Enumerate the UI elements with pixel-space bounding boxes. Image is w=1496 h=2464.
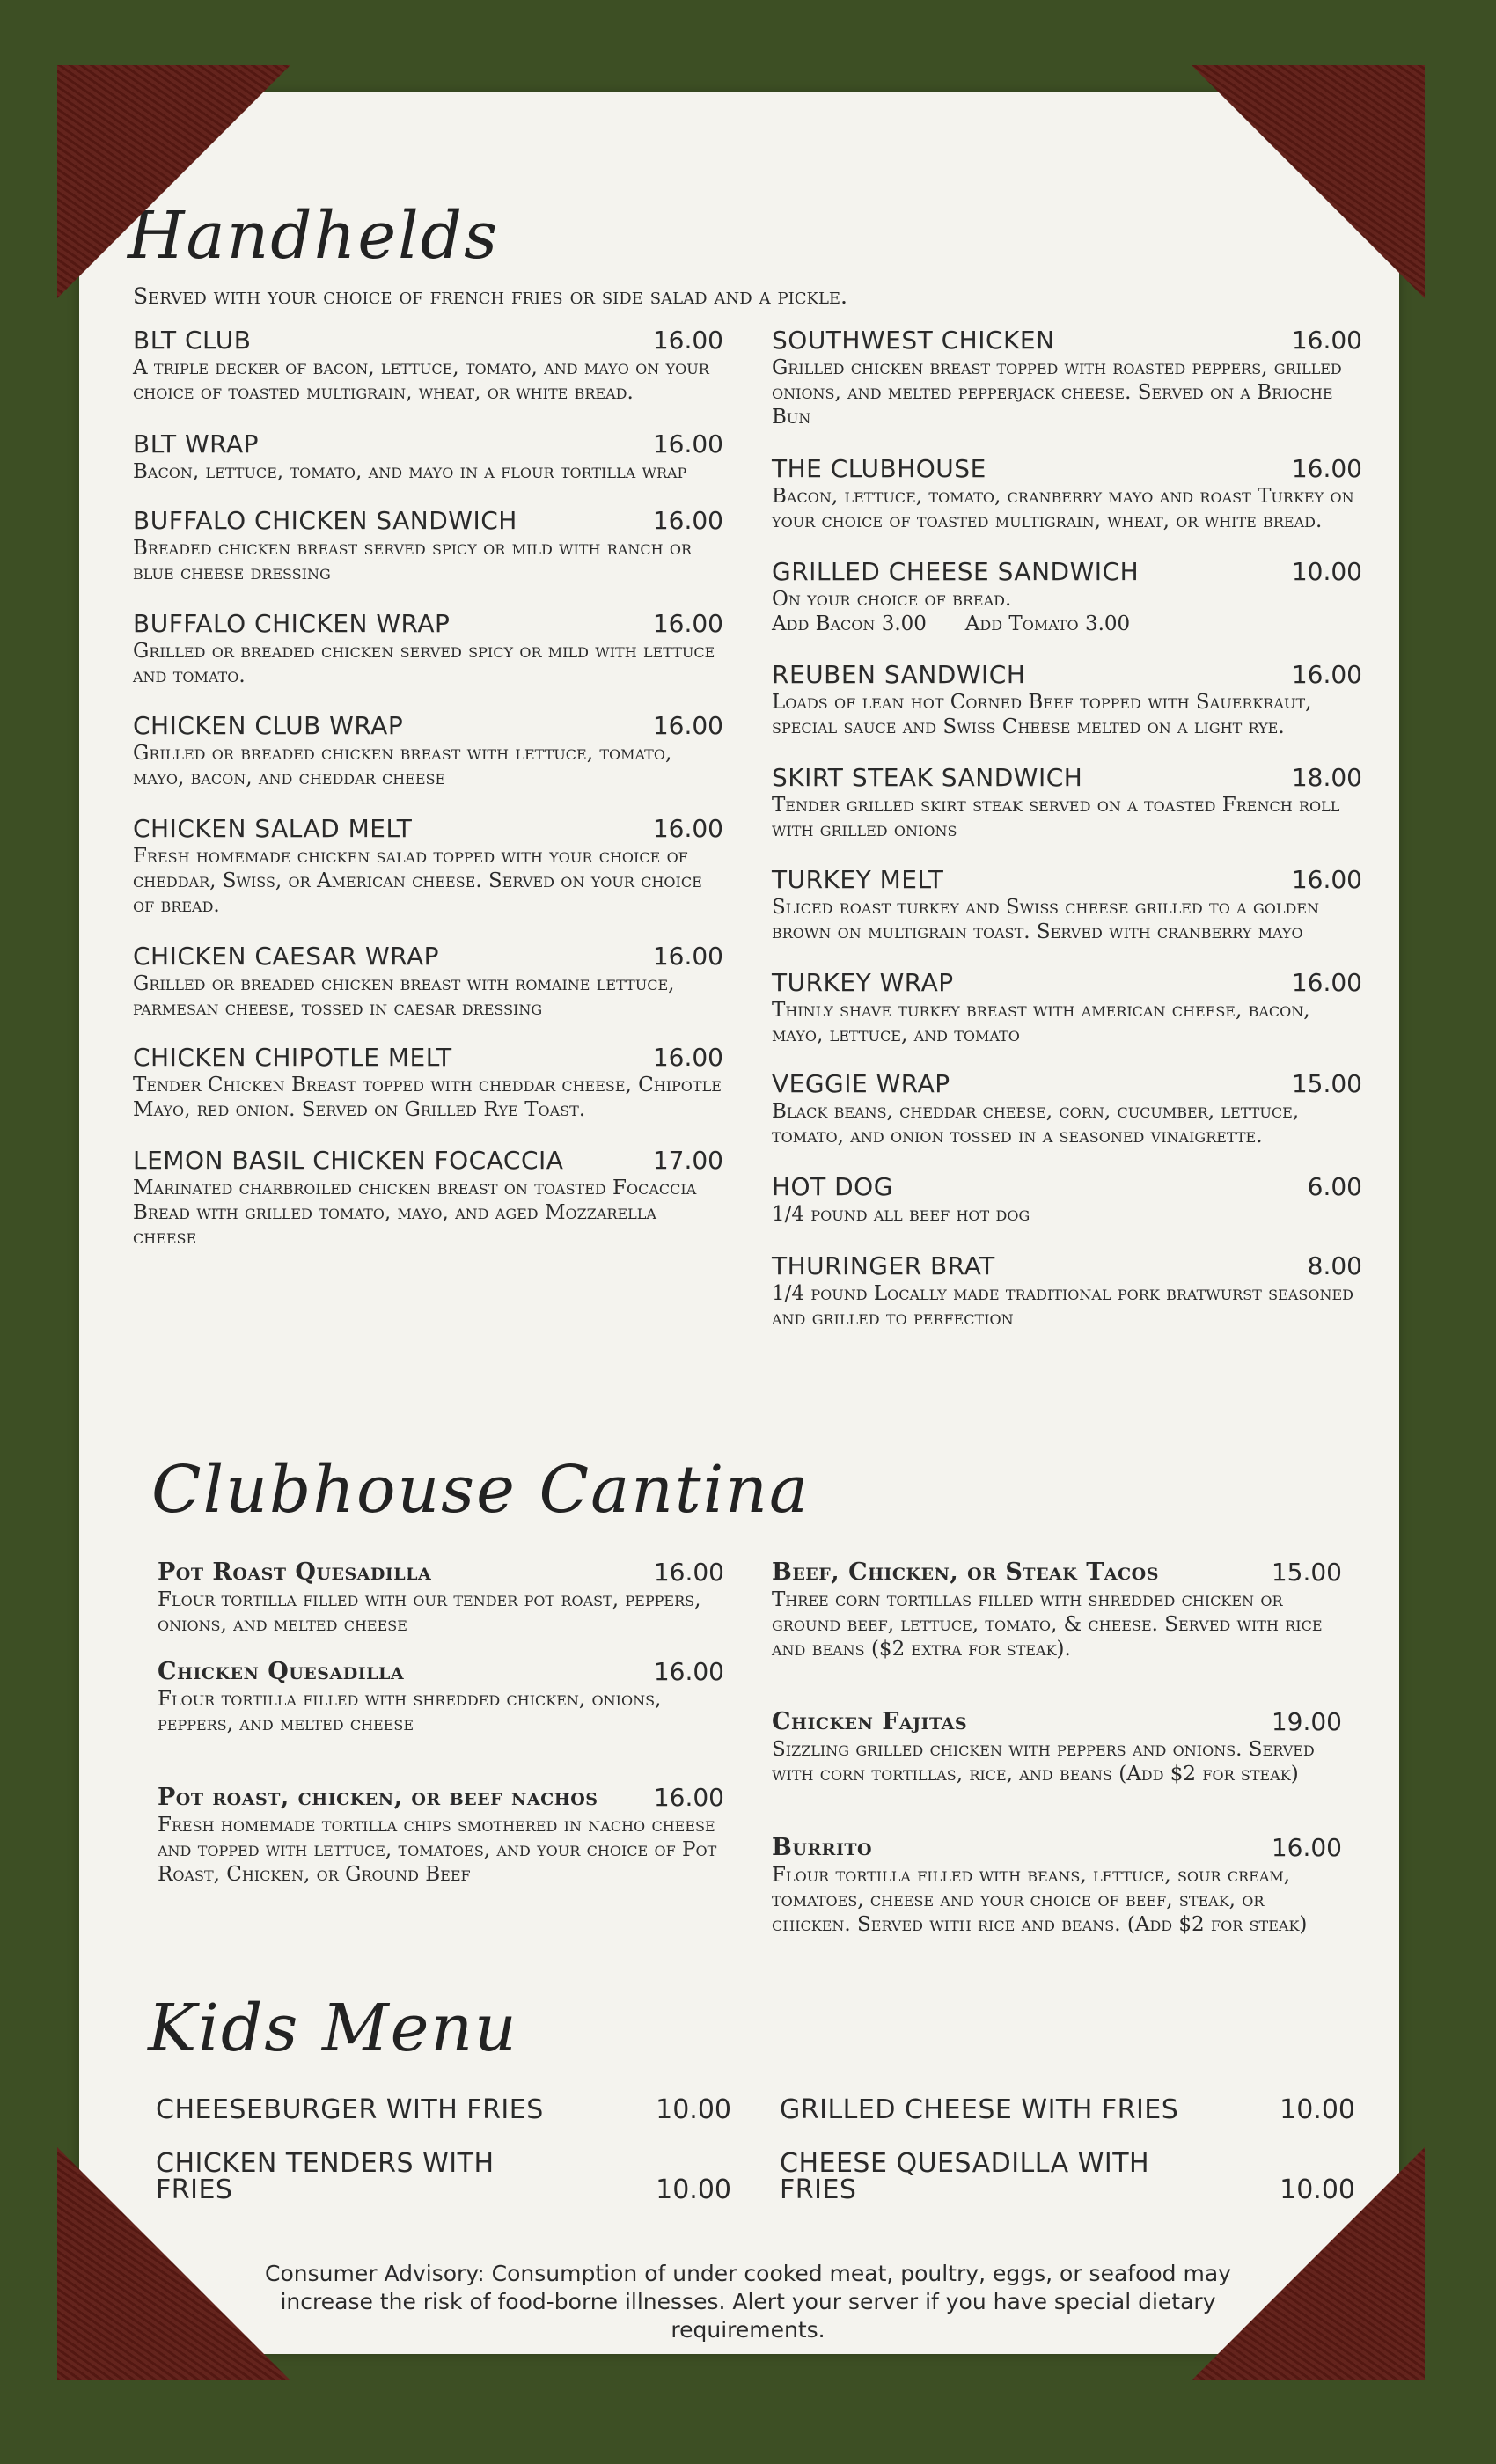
menu-item-header [772, 1835, 1342, 1861]
menu-item-header [133, 327, 723, 354]
menu-item-description: Loads of lean hot Corned Beef topped with Sauerkraut, special sauce and Swiss Cheese melted on a light rye. [772, 691, 1312, 738]
menu-item-name: HOT DOG [772, 1172, 893, 1201]
menu-item-description: Grilled or breaded chicken breast with romaine lettuce, parmesan cheese, tossed in caesar dressing [133, 972, 675, 1020]
menu-item-price: 16.00 [653, 1657, 724, 1686]
menu-item-price: 10.00 [1291, 557, 1362, 586]
menu-item [772, 1071, 1362, 1148]
menu-item-price: 15.00 [1271, 1558, 1342, 1587]
menu-item-price: 16.00 [652, 942, 723, 971]
menu-item-name: THURINGER BRAT [772, 1251, 995, 1280]
menu-item [772, 327, 1362, 429]
menu-item-header [133, 611, 723, 637]
menu-item-price: 16.00 [652, 429, 723, 458]
menu-item-price: 19.00 [1271, 1707, 1342, 1736]
menu-item-price: 16.00 [1291, 326, 1362, 355]
menu-item-description: Fresh homemade tortilla chips smothered in nacho cheese and topped with lettuce, tomatoes, and your choice of Pot Roast, Chicken, or Ground Beef [158, 1814, 717, 1886]
menu-item-description: Tender grilled skirt steak served on a toasted French roll with grilled onions [772, 794, 1340, 841]
menu-item [133, 943, 723, 1021]
menu-item-price: 16.00 [652, 326, 723, 355]
menu-item-header [133, 943, 723, 970]
menu-item-header [772, 327, 1362, 354]
menu-item-price: 16.00 [653, 1558, 724, 1587]
menu-item-price: 16.00 [652, 506, 723, 535]
menu-item-name: Pot roast, chicken, or beef nachos [158, 1784, 598, 1811]
menu-item-description: Black beans, cheddar cheese, corn, cucumber, lettuce, tomato, and onion tossed in a seasoned vinaigrette. [772, 1100, 1300, 1148]
menu-item-description: Flour tortilla filled with shredded chicken, onions, peppers, and melted cheese [158, 1688, 662, 1735]
menu-item-description: Flour tortilla filled with our tender pot roast, peppers, onions, and melted cheese [158, 1588, 701, 1636]
menu-item [133, 816, 723, 918]
menu-item-price: 6.00 [1307, 1172, 1362, 1201]
menu-item-price: 16.00 [652, 609, 723, 638]
menu-item-description: Marinated charbroiled chicken breast on toasted Focaccia Bread with grilled tomato, mayo, and aged Mozzarella cheese [133, 1177, 697, 1249]
menu-item-header [772, 559, 1362, 585]
menu-item-name: Beef, Chicken, or Steak Tacos [772, 1558, 1159, 1586]
cantina-title: Clubhouse Cantina [151, 1452, 810, 1528]
menu-item-description: 1/4 pound all beef hot dog [772, 1203, 1030, 1226]
menu-item-description: On your choice of bread. [772, 588, 1012, 611]
menu-item-description: Bacon, lettuce, tomato, cranberry mayo and roast Turkey on your choice of toasted multigrain, wheat, or white bread. [772, 485, 1354, 532]
menu-item-price: 16.00 [1291, 968, 1362, 997]
menu-item [772, 1253, 1362, 1331]
menu-item-name: CHICKEN CHIPOTLE MELT [133, 1043, 452, 1072]
menu-item-description: Grilled or breaded chicken served spicy or mild with lettuce and tomato. [133, 640, 715, 687]
menu-item-price: 10.00 [656, 2174, 731, 2205]
menu-item-header [133, 816, 723, 842]
menu-item-name: SKIRT STEAK SANDWICH [772, 763, 1083, 792]
menu-item-header [780, 2148, 1355, 2205]
menu-item-name: THE CLUBHOUSE [772, 454, 986, 483]
menu-item-description: 1/4 pound Locally made traditional pork bratwurst seasoned and grilled to perfection [772, 1282, 1353, 1330]
menu-item-header [772, 1559, 1342, 1586]
menu-item-name: BLT WRAP [133, 429, 260, 458]
menu-item [133, 1148, 723, 1250]
menu-item-name: GRILLED CHEESE SANDWICH [772, 557, 1140, 586]
menu-item-price: 16.00 [652, 1043, 723, 1072]
menu-item-header [158, 1785, 724, 1811]
menu-item-price: 16.00 [652, 814, 723, 843]
menu-item-price: 10.00 [656, 2094, 731, 2125]
menu-item-description: Thinly shave turkey breast with american cheese, bacon, mayo, lettuce, and tomato [772, 999, 1310, 1046]
menu-item [133, 508, 723, 585]
menu-item-price: 18.00 [1291, 763, 1362, 792]
menu-item-description: Breaded chicken breast served spicy or mild with ranch or blue cheese dressing [133, 537, 693, 584]
menu-item-price: 10.00 [1280, 2094, 1355, 2125]
menu-item-description: Sliced roast turkey and Swiss cheese grilled to a golden brown on multigrain toast. Served with cranberry mayo [772, 896, 1320, 943]
menu-item-header [158, 1659, 724, 1685]
menu-item-name: BUFFALO CHICKEN SANDWICH [133, 506, 517, 535]
menu-item [133, 327, 723, 405]
menu-item-name: Pot Roast Quesadilla [158, 1558, 432, 1586]
menu-item-header [772, 765, 1362, 791]
menu-item [133, 1045, 723, 1122]
menu-item-price: 15.00 [1291, 1069, 1362, 1098]
menu-item [156, 2094, 731, 2125]
menu-item-description: Fresh homemade chicken salad topped with your choice of cheddar, Swiss, or American cheese. Served on your choice of bread. [133, 845, 702, 917]
menu-item-price: 10.00 [1280, 2174, 1355, 2205]
menu-item-name: SOUTHWEST CHICKEN [772, 326, 1055, 355]
menu-item-price: 16.00 [1291, 865, 1362, 894]
menu-item-price: 16.00 [1291, 660, 1362, 689]
menu-item [158, 1785, 724, 1887]
menu-item [772, 1709, 1342, 1786]
menu-item-price: 8.00 [1307, 1251, 1362, 1280]
menu-item [772, 765, 1362, 842]
menu-item-header [772, 1253, 1362, 1280]
menu-item-name: Chicken Fajitas [772, 1708, 968, 1735]
menu-item-name: REUBEN SANDWICH [772, 660, 1026, 689]
menu-item-header [772, 1174, 1362, 1200]
menu-item-header [156, 2094, 731, 2125]
menu-item-addons: Add Bacon 3.00 Add Tomato 3.00 [772, 612, 1131, 635]
menu-item-price: 16.00 [652, 711, 723, 740]
menu-item-name: CHEESE QUESADILLA WITH FRIES [780, 2148, 1150, 2205]
consumer-advisory: Consumer Advisory: Consumption of under cooked meat, poultry, eggs, or seafood may increase the risk of food-borne illnesses. Alert your server if you have special dietary requirements. [265, 2261, 1231, 2343]
menu-item-name: CHICKEN CLUB WRAP [133, 711, 404, 740]
menu-item-name: Burrito [772, 1834, 873, 1861]
menu-item [156, 2148, 731, 2205]
menu-item-name: BLT CLUB [133, 326, 252, 355]
menu-item [772, 662, 1362, 739]
menu-item [772, 559, 1362, 636]
menu-item-header [772, 867, 1362, 893]
menu-item [158, 1659, 724, 1736]
menu-item [780, 2148, 1355, 2205]
menu-item-header [772, 456, 1362, 482]
menu-item [158, 1559, 724, 1637]
menu-item-name: TURKEY MELT [772, 865, 944, 894]
menu-item [780, 2094, 1355, 2125]
menu-item-header [772, 1709, 1342, 1735]
menu-item [772, 1835, 1342, 1937]
menu-item-name: CHICKEN CAESAR WRAP [133, 942, 440, 971]
menu-item-name: CHICKEN SALAD MELT [133, 814, 413, 843]
menu-item-name: TURKEY WRAP [772, 968, 954, 997]
menu-item-header [133, 431, 723, 458]
menu-item-price: 16.00 [653, 1783, 724, 1812]
menu-item-price: 17.00 [652, 1146, 723, 1175]
menu-item-name: CHEESEBURGER WITH FRIES [156, 2094, 544, 2125]
menu-item [133, 431, 723, 484]
menu-item-description: Three corn tortillas filled with shredded chicken or ground beef, lettuce, tomato, & cheese. Served with rice and beans ($2 extra for steak). [772, 1588, 1323, 1661]
menu-item [772, 456, 1362, 533]
menu-item-header [772, 970, 1362, 996]
menu-item-price: 16.00 [1291, 454, 1362, 483]
menu-item [772, 970, 1362, 1047]
menu-item-name: BUFFALO CHICKEN WRAP [133, 609, 451, 638]
menu-item-header [772, 1071, 1362, 1097]
menu-item-description: Sizzling grilled chicken with peppers and onions. Served with corn tortillas, rice, and beans (Add $2 for steak) [772, 1738, 1315, 1786]
menu-item-name: CHICKEN TENDERS WITH FRIES [156, 2148, 495, 2205]
menu-item-name: GRILLED CHEESE WITH FRIES [780, 2094, 1179, 2125]
menu-item-header [133, 1148, 723, 1174]
kids-title: Kids Menu [148, 1991, 518, 2066]
menu-item-header [133, 713, 723, 739]
handhelds-subtitle: Served with your choice of french fries or side salad and a pickle. [133, 283, 848, 309]
menu-item-description: A triple decker of bacon, lettuce, tomato, and mayo on your choice of toasted multigrain, wheat, or white bread. [133, 356, 709, 404]
menu-item-description: Grilled or breaded chicken breast with lettuce, tomato, mayo, bacon, and cheddar cheese [133, 742, 672, 789]
menu-item-name: VEGGIE WRAP [772, 1069, 950, 1098]
menu-item-description: Flour tortilla filled with beans, lettuce, sour cream, tomatoes, cheese and your choice of beef, steak, or chicken. Served with rice and beans. (Add $2 for steak) [772, 1864, 1308, 1936]
menu-item-description: Bacon, lettuce, tomato, and mayo in a flour tortilla wrap [133, 460, 687, 483]
menu-item-header [156, 2148, 731, 2205]
menu-item-name: Chicken Quesadilla [158, 1658, 405, 1685]
menu-item [133, 713, 723, 790]
menu-item-header [133, 1045, 723, 1071]
menu-item [772, 1559, 1342, 1661]
menu-item-name: LEMON BASIL CHICKEN FOCACCIA [133, 1146, 564, 1175]
menu-item [772, 867, 1362, 944]
menu-item-header [158, 1559, 724, 1586]
handhelds-title: Handhelds [128, 198, 500, 274]
menu-item-header [780, 2094, 1355, 2125]
menu-item [772, 1174, 1362, 1227]
menu-item-description: Grilled chicken breast topped with roasted peppers, grilled onions, and melted pepperjack cheese. Served on a Brioche Bun [772, 356, 1342, 429]
menu-item-price: 16.00 [1271, 1833, 1342, 1862]
menu-item-description: Tender Chicken Breast topped with cheddar cheese, Chipotle Mayo, red onion. Served on Grilled Rye Toast. [133, 1074, 722, 1121]
menu-item [133, 611, 723, 688]
menu-item-header [133, 508, 723, 534]
menu-item-header [772, 662, 1362, 688]
